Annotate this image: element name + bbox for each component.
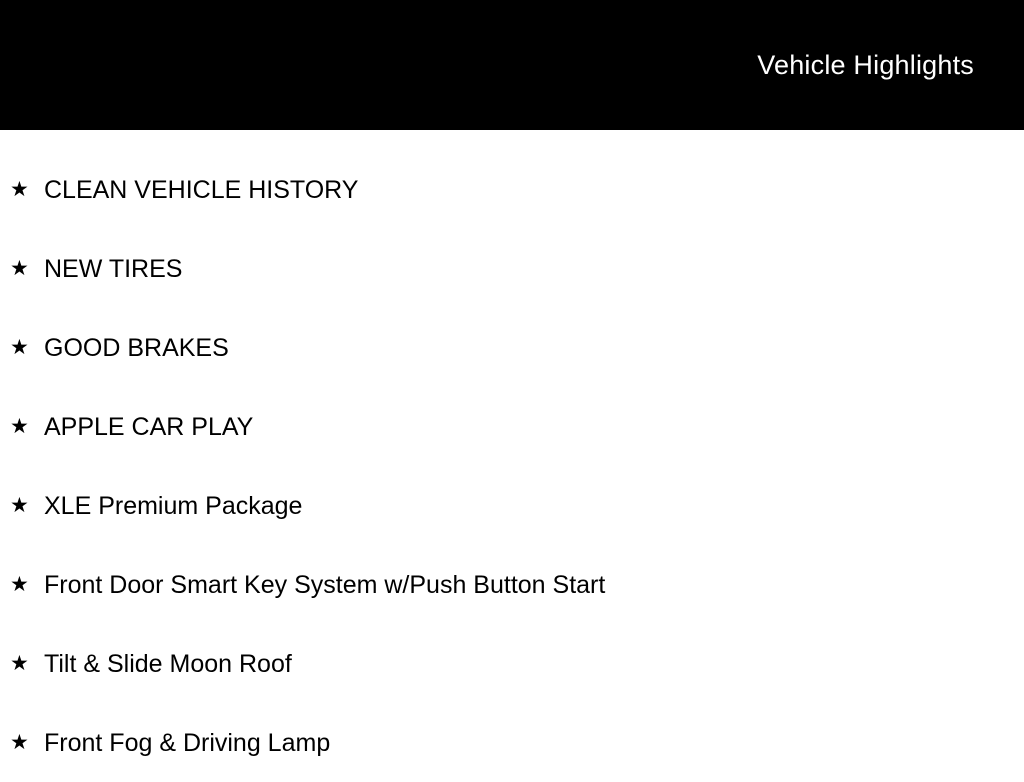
list-item: [0, 229, 1024, 308]
list-item: [0, 703, 1024, 782]
list-item-label: CLEAN VEHICLE HISTORY: [44, 175, 359, 204]
list-item: [0, 624, 1024, 703]
list-item-label: NEW TIRES: [44, 254, 183, 283]
list-item-label: GOOD BRAKES: [44, 333, 229, 362]
list-item: [0, 387, 1024, 466]
star-icon: ★: [10, 573, 29, 596]
list-item-label: XLE Premium Package: [44, 491, 303, 520]
vehicle-highlights-list: [0, 130, 1024, 782]
star-icon: ★: [10, 415, 29, 438]
star-icon: ★: [10, 336, 29, 359]
star-icon: ★: [10, 731, 29, 754]
star-icon: ★: [10, 178, 29, 201]
star-icon: ★: [10, 652, 29, 675]
list-item-label: Front Door Smart Key System w/Push Button Start: [44, 570, 606, 599]
list-item-label: APPLE CAR PLAY: [44, 412, 254, 441]
header-bar: [0, 0, 1024, 130]
list-item: [0, 545, 1024, 624]
list-item: [0, 150, 1024, 229]
page-title: Vehicle Highlights: [757, 49, 974, 80]
list-item-label: Tilt & Slide Moon Roof: [44, 649, 292, 678]
list-item-label: Front Fog & Driving Lamp: [44, 728, 331, 757]
star-icon: ★: [10, 257, 29, 280]
list-item: [0, 466, 1024, 545]
list-item: [0, 308, 1024, 387]
star-icon: ★: [10, 494, 29, 517]
